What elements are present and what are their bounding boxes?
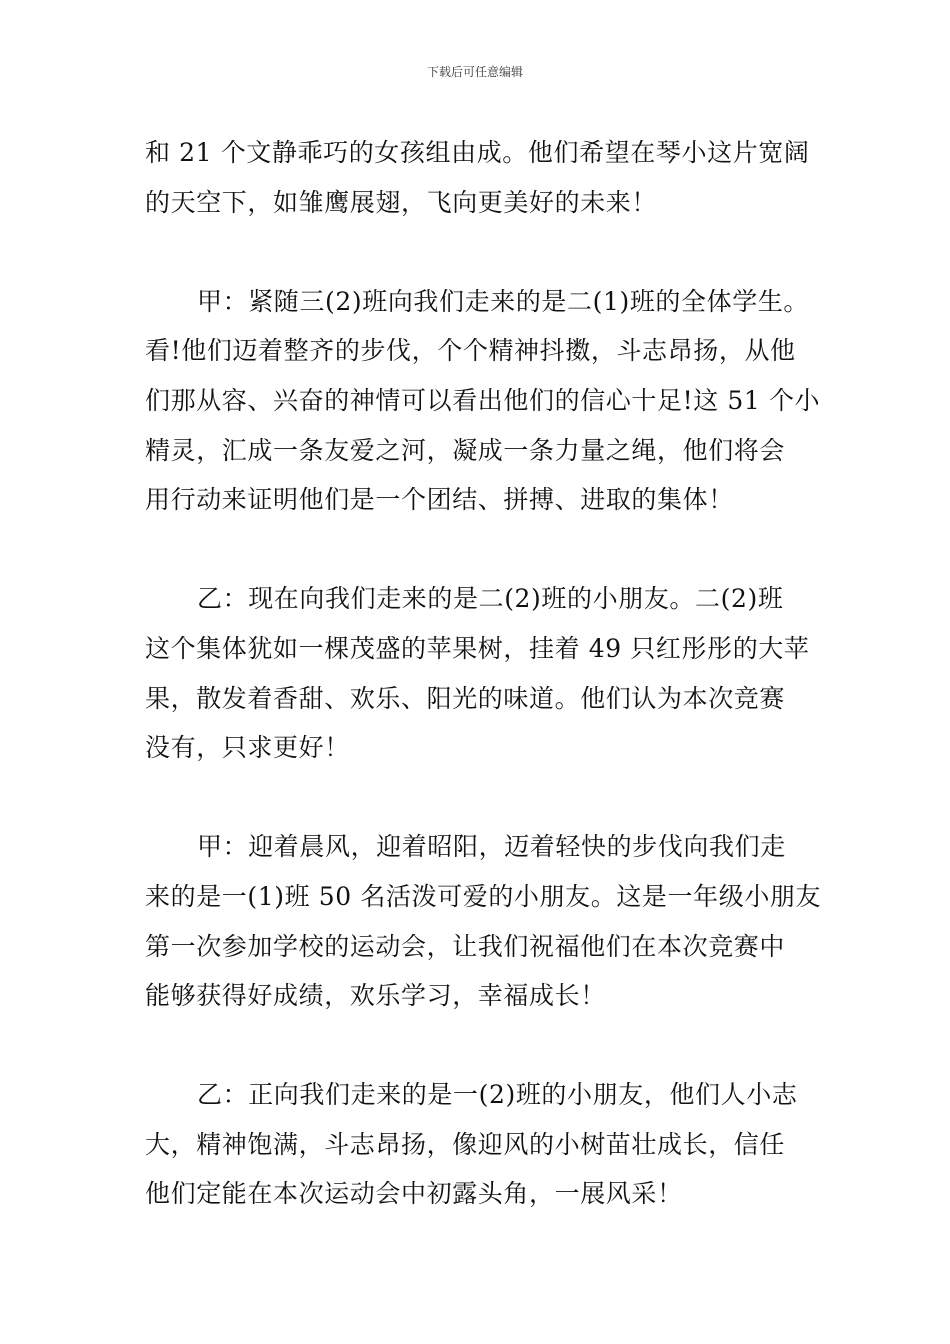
- text-line: 果，散发着香甜、欢乐、阳光的味道。他们认为本次竞赛: [145, 683, 786, 713]
- text-line: 们那从容、兴奋的神情可以看出他们的信心十足!这 51 个小: [145, 385, 821, 415]
- text-line: 甲：紧随三(2)班向我们走来的是二(1)班的全体学生。: [197, 286, 810, 316]
- text-line: 乙：正向我们走来的是一(2)班的小朋友，他们人小志: [197, 1080, 798, 1110]
- text-line: 能够获得好成绩，欢乐学习，幸福成长！: [145, 981, 606, 1011]
- text-line: 他们定能在本次运动会中初露头角，一展风采！: [145, 1179, 683, 1209]
- document-body: [145, 128, 845, 1219]
- text-line: 大，精神饱满，斗志昂扬，像迎风的小树苗壮成长，信任: [145, 1129, 786, 1159]
- text-line: 乙：现在向我们走来的是二(2)班的小朋友。二(2)班: [197, 584, 784, 614]
- text-line: 这个集体犹如一棵茂盛的苹果树，挂着 49 只红彤彤的大苹: [145, 633, 810, 663]
- paragraph: [145, 128, 845, 227]
- text-line: 第一次参加学校的运动会，让我们祝福他们在本次竞赛中: [145, 931, 786, 961]
- paragraph: [145, 822, 845, 1020]
- text-line: 看!他们迈着整齐的步伐，个个精神抖擞，斗志昂扬，从他: [145, 336, 796, 366]
- paragraph: [145, 574, 845, 772]
- text-line: 用行动来证明他们是一个团结、拼搏、进取的集体！: [145, 485, 734, 515]
- text-line: 没有，只求更好！: [145, 733, 350, 763]
- paragraph: [145, 1070, 845, 1219]
- text-line: 来的是一(1)班 50 名活泼可爱的小朋友。这是一年级小朋友: [145, 881, 822, 911]
- text-line: 精灵，汇成一条友爱之河，凝成一条力量之绳，他们将会: [145, 435, 786, 465]
- text-line: 的天空下，如雏鹰展翅，飞向更美好的未来！: [145, 187, 658, 217]
- page-header: 下载后可任意编辑: [426, 65, 523, 79]
- paragraph: [145, 277, 845, 525]
- text-line: 甲：迎着晨风，迎着昭阳，迈着轻快的步伐向我们走: [197, 832, 786, 862]
- text-line: 和 21 个文静乖巧的女孩组由成。他们希望在琴小这片宽阔: [145, 138, 810, 167]
